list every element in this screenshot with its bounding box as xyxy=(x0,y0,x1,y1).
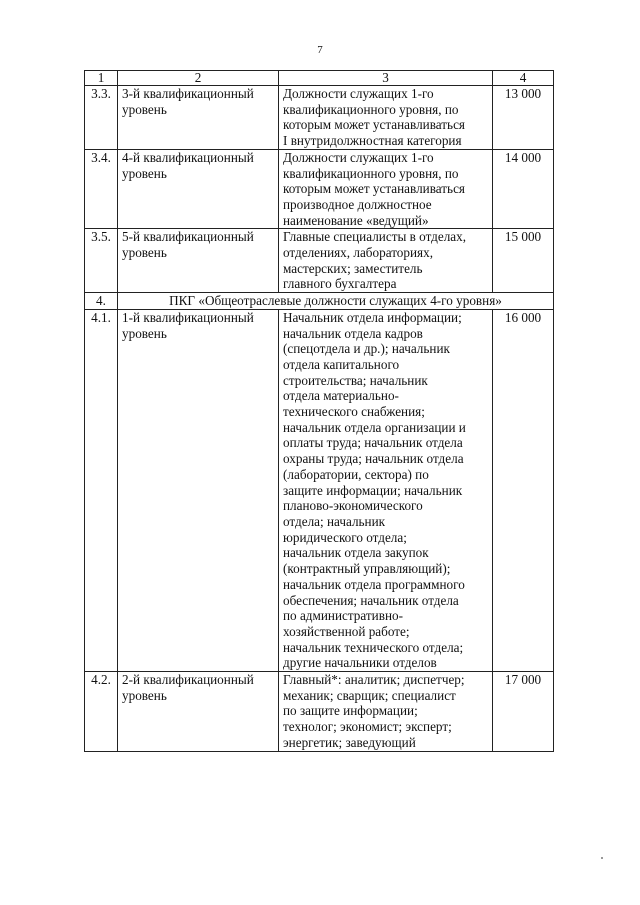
header-cell: 4 xyxy=(493,71,554,86)
qualification-level xyxy=(118,309,279,671)
row-number: 3.4. xyxy=(85,149,118,229)
cell-text-line: Начальник отдела информации; xyxy=(283,309,462,325)
cell-text-line: начальник технического отдела; xyxy=(283,639,464,655)
row-number: 4.2. xyxy=(85,672,118,752)
table-header-row xyxy=(85,71,554,86)
cell-text-line: уровень xyxy=(122,165,167,181)
cell-text-line: Главные специалисты в отделах, xyxy=(283,229,467,245)
table-row xyxy=(85,149,554,229)
cell-text-line: строительства; начальник xyxy=(283,372,428,388)
cell-text-line: отдела материально- xyxy=(283,388,399,404)
cell-text-line: 1-й квалификационный xyxy=(122,309,254,325)
cell-text-line: наименование «ведущий» xyxy=(283,212,429,228)
cell-text-line: квалификационного уровня, по xyxy=(283,101,459,117)
qualification-level xyxy=(118,86,279,150)
cell-text-line: квалификационного уровня, по xyxy=(283,165,459,181)
section-row xyxy=(85,293,554,310)
cell-text-line: охраны труда; начальник отдела xyxy=(283,451,464,467)
cell-text-line: защите информации; начальник xyxy=(283,482,463,498)
cell-text-line: начальник отдела кадров xyxy=(283,325,423,341)
cell-text-line: мастерских; заместитель xyxy=(283,260,423,276)
cell-text-line: начальник отдела закупок xyxy=(283,545,429,561)
cell-text-line: юридического отдела; xyxy=(283,529,407,545)
cell-text-line: уровень xyxy=(122,687,167,703)
cell-text-line: производное должностное xyxy=(283,196,432,212)
cell-text-line: начальник отдела организации и xyxy=(283,419,466,435)
cell-text-line: главного бухгалтера xyxy=(283,276,397,292)
cell-text-line: 3-й квалификационный xyxy=(122,86,254,101)
qualification-level xyxy=(118,149,279,229)
cell-text-line: отделениях, лабораториях, xyxy=(283,245,434,261)
cell-text-line: другие начальники отделов xyxy=(283,655,437,671)
qualification-level xyxy=(118,672,279,752)
salary-value: 13 000 xyxy=(493,86,554,150)
cell-text-line: 5-й квалификационный xyxy=(122,229,254,245)
cell-text-line: 2-й квалификационный xyxy=(122,672,254,688)
cell-text-line: (лаборатории, сектора) по xyxy=(283,466,429,482)
page-number: 7 xyxy=(317,44,323,56)
cell-text-line: механик; сварщик; специалист xyxy=(283,687,456,703)
row-number: 3.5. xyxy=(85,229,118,293)
qualification-level xyxy=(118,229,279,293)
row-number: 4.1. xyxy=(85,309,118,671)
positions-list xyxy=(279,309,493,671)
cell-text-line: энергетик; заведующий xyxy=(283,734,416,750)
positions-list xyxy=(279,86,493,150)
cell-text-line: уровень xyxy=(122,101,167,117)
positions-list xyxy=(279,229,493,293)
header-cell: 3 xyxy=(279,71,493,86)
salary-value: 17 000 xyxy=(493,672,554,752)
cell-text-line: Главный*: аналитик; диспетчер; xyxy=(283,672,465,688)
section-title: ПКГ «Общеотраслевые должности служащих 4-го уровня» xyxy=(118,293,554,310)
cell-text-line: (контрактный управляющий); xyxy=(283,561,451,577)
salary-value: 15 000 xyxy=(493,229,554,293)
header-cell: 2 xyxy=(118,71,279,86)
cell-text-line: которым может устанавливаться xyxy=(283,181,465,197)
positions-list xyxy=(279,672,493,752)
table-row xyxy=(85,86,554,150)
cell-text-line: хозяйственной работе; xyxy=(283,623,410,639)
cell-text-line: технического снабжения; xyxy=(283,404,425,420)
cell-text-line: уровень xyxy=(122,245,167,261)
positions-list xyxy=(279,149,493,229)
table-row xyxy=(85,309,554,671)
cell-text-line: Должности служащих 1-го xyxy=(283,149,434,165)
salary-table xyxy=(84,70,554,752)
cell-text-line: отдела; начальник xyxy=(283,513,386,529)
cell-text-line: обеспечения; начальник отдела xyxy=(283,592,459,608)
cell-text-line: начальник отдела программного xyxy=(283,576,465,592)
cell-text-line: оплаты труда; начальник отдела xyxy=(283,435,463,451)
cell-text-line: (спецотдела и др.); начальник xyxy=(283,341,450,357)
header-cell: 1 xyxy=(85,71,118,86)
cell-text-line: которым может устанавливаться xyxy=(283,117,465,133)
cell-text-line: по защите информации; xyxy=(283,703,418,719)
cell-text-line: по административно- xyxy=(283,608,404,624)
cell-text-line: I внутридолжностная категория xyxy=(283,133,462,149)
table-row xyxy=(85,229,554,293)
scan-speck xyxy=(601,857,603,859)
salary-value: 14 000 xyxy=(493,149,554,229)
cell-text-line: планово-экономического xyxy=(283,498,423,514)
salary-value: 16 000 xyxy=(493,309,554,671)
cell-text-line: технолог; экономист; эксперт; xyxy=(283,719,452,735)
cell-text-line: Должности служащих 1-го xyxy=(283,86,434,101)
cell-text-line: отдела капитального xyxy=(283,356,400,372)
table-row xyxy=(85,672,554,752)
row-number: 3.3. xyxy=(85,86,118,150)
cell-text-line: уровень xyxy=(122,325,167,341)
cell-text-line: 4-й квалификационный xyxy=(122,149,254,165)
section-number: 4. xyxy=(85,293,118,310)
